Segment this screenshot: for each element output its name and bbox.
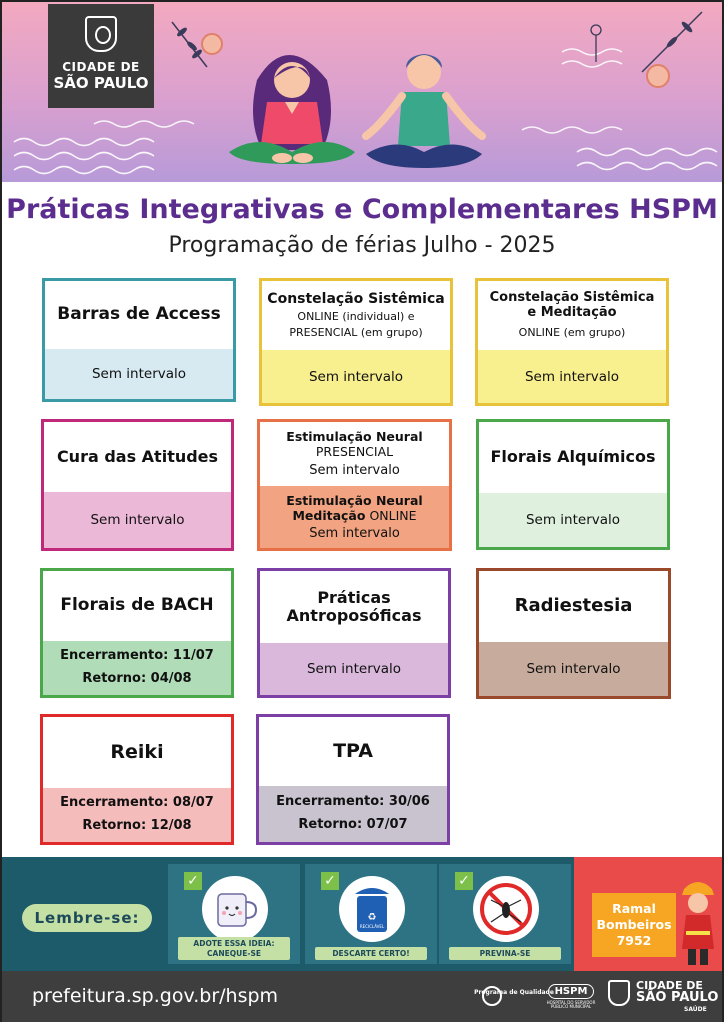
card-barras-de-access	[42, 278, 236, 402]
card-return: Retorno: 07/07	[298, 817, 408, 832]
tip-label: DESCARTE CERTO!	[315, 947, 427, 960]
header-illustration	[2, 2, 722, 182]
check-icon: ✓	[321, 872, 339, 890]
woman-meditating-icon	[227, 40, 357, 170]
card-radiestesia	[476, 568, 671, 699]
card-return: Retorno: 04/08	[82, 671, 192, 686]
card-name: Práticas Antroposóficas	[286, 587, 422, 625]
card-cura-das-atitudes	[41, 419, 234, 551]
check-icon: ✓	[455, 872, 473, 890]
card-reiki	[40, 714, 234, 845]
city-line1: CIDADE DE	[636, 979, 703, 992]
card-name: Florais Alquímicos	[490, 447, 656, 467]
recycle-bin-icon	[339, 876, 405, 942]
check-icon: ✓	[184, 872, 202, 890]
card-status: Sem intervalo	[90, 512, 185, 528]
qualidade-label: Programa de Qualidade	[474, 989, 554, 996]
card-name: TPA	[333, 740, 373, 763]
card-name: Barras de Access	[57, 304, 221, 325]
city-crest-icon	[85, 16, 117, 52]
card-detail-2: ONLINE	[369, 508, 417, 523]
card-tpa	[256, 714, 450, 845]
man-meditating-icon	[358, 42, 498, 172]
card-name: Estimulação Neural	[286, 428, 423, 444]
card-status: Sem intervalo	[525, 512, 621, 528]
tip-mosquito	[439, 864, 571, 964]
card-name: Reiki	[110, 741, 164, 764]
page-title: Práticas Integrativas e Complementares HSPM	[6, 194, 718, 225]
city-line3: SAÚDE	[684, 1006, 707, 1013]
card-status: Sem intervalo	[309, 463, 400, 479]
card-return: Retorno: 12/08	[82, 818, 192, 833]
card-florais-de-bach	[40, 568, 234, 698]
card-status-2: Sem intervalo	[309, 526, 400, 542]
card-estimulacao-neural	[257, 419, 452, 551]
card-name: Florais de BACH	[60, 595, 214, 616]
card-name: Constelação Sistêmica	[267, 291, 445, 308]
city-line2: SÃO PAULO	[636, 990, 719, 1005]
hspm-logo	[542, 979, 600, 1010]
card-name: Constelação Sistêmica e Meditação	[489, 289, 655, 320]
lembre-se-label: Lembre-se:	[22, 904, 152, 932]
card-florais-alquimicos	[476, 419, 670, 550]
card-name: Radiestesia	[514, 595, 633, 617]
card-status: Sem intervalo	[524, 368, 620, 385]
tip-mug	[168, 864, 300, 964]
svg-text:♻: ♻	[367, 912, 377, 923]
card-name: Cura das Atitudes	[56, 446, 219, 466]
city-crest-icon	[608, 980, 630, 1006]
card-detail: ONLINE (em grupo)	[518, 325, 626, 339]
firefighter-icon	[678, 875, 718, 967]
mug-icon	[202, 876, 268, 942]
ramal-line3: 7952	[616, 933, 652, 949]
card-status: Sem intervalo	[91, 366, 187, 382]
card-praticas-antroposoficas	[257, 568, 451, 698]
card-closing: Encerramento: 11/07	[60, 648, 214, 664]
card-constelacao-meditacao	[475, 278, 669, 406]
card-status: Sem intervalo	[526, 661, 621, 677]
tip-recycle	[305, 864, 437, 964]
hspm-sublabel: HOSPITAL DO SERVIDOR PÚBLICO MUNICIPAL	[546, 1000, 596, 1010]
card-detail: ONLINE (individual) e PRESENCIAL (em grupo)	[289, 310, 423, 339]
bin-label: RECICLÁVEL	[359, 924, 385, 929]
website-link[interactable]: prefeitura.sp.gov.br/hspm	[32, 985, 279, 1007]
card-status: Sem intervalo	[306, 661, 402, 677]
hspm-label: HSPM	[548, 984, 595, 999]
logo-line2: SÃO PAULO	[53, 74, 149, 92]
cidade-sao-paulo-logo	[48, 4, 154, 108]
page-subtitle: Programação de férias Julho - 2025	[168, 233, 556, 258]
logo-line1: CIDADE DE	[62, 60, 140, 74]
tip-label: ADOTE ESSA IDEIA: CANEQUE-SE	[178, 937, 290, 960]
card-name-2: Estimulação Neural Meditação	[286, 492, 423, 523]
ramal-line2: Bombeiros	[596, 916, 672, 932]
ramal-bombeiros	[592, 893, 676, 957]
ramal-line1: Ramal	[612, 900, 656, 916]
bombeiros-panel	[574, 857, 722, 971]
card-detail: PRESENCIAL	[315, 444, 394, 460]
tip-label: PREVINA-SE	[449, 947, 561, 960]
card-constelacao-sistemica	[259, 278, 453, 406]
card-closing: Encerramento: 30/06	[276, 794, 430, 810]
programa-qualidade-logo	[474, 980, 554, 1016]
no-mosquito-icon	[473, 876, 539, 942]
card-closing: Encerramento: 08/07	[60, 795, 214, 811]
card-status: Sem intervalo	[308, 368, 404, 385]
